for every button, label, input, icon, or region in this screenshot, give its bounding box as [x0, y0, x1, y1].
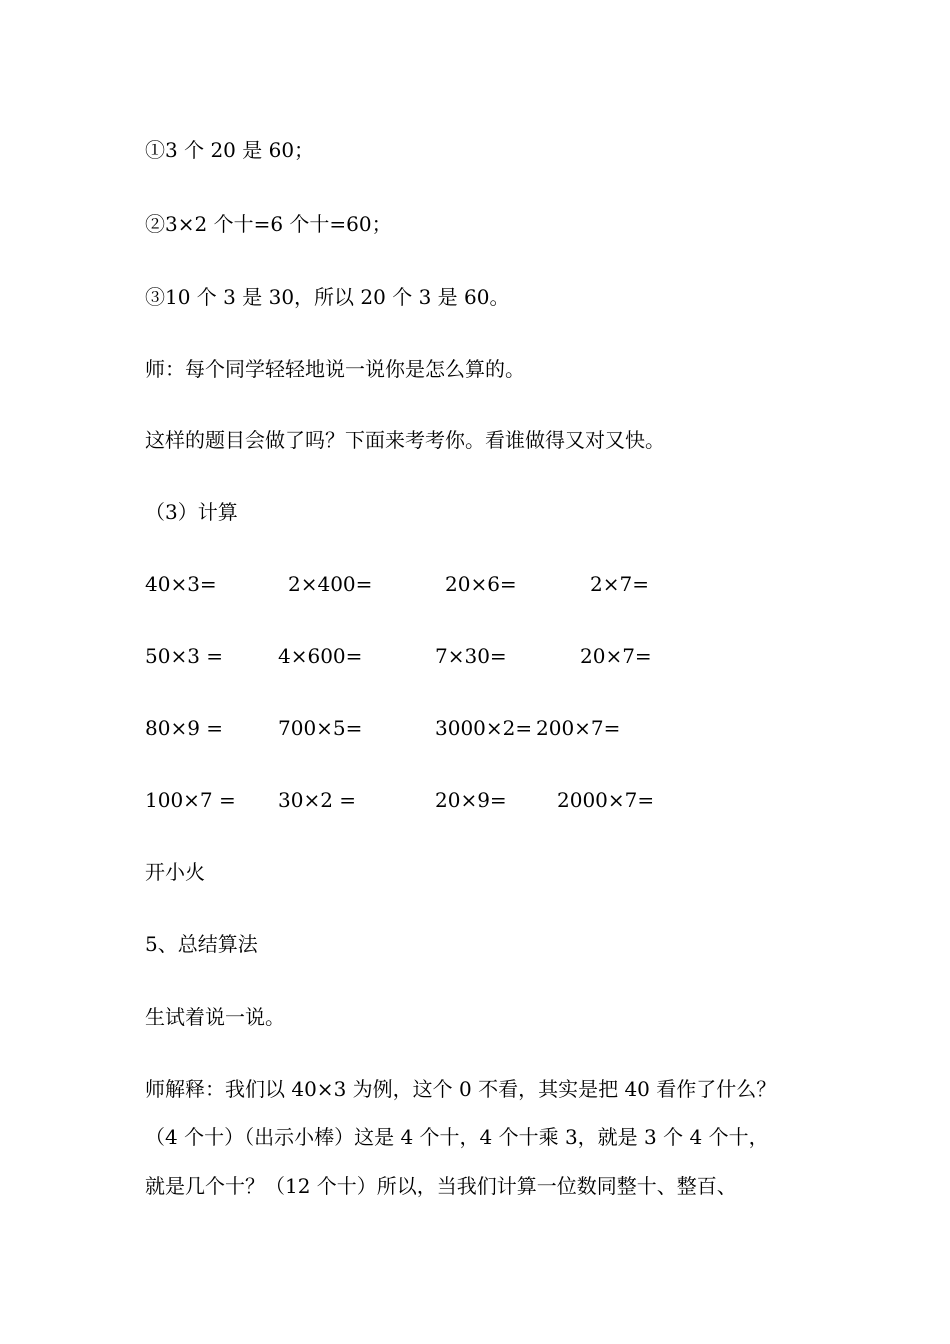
- exercise-item: 40×3=: [145, 572, 217, 596]
- text-line: 开小火: [145, 860, 205, 884]
- exercise-item: 100×7 =: [145, 788, 236, 812]
- exercise-item: 3000×2=: [435, 716, 533, 740]
- exercise-item: 4×600=: [278, 644, 363, 668]
- exercise-item: 700×5=: [278, 716, 363, 740]
- exercise-item: 20×6=: [445, 572, 517, 596]
- paragraph-line: 师解释：我们以 40×3 为例，这个 0 不看，其实是把 40 看作了什么？: [145, 1077, 777, 1101]
- text-line: 这样的题目会做了吗？下面来考考你。看谁做得又对又快。: [145, 428, 665, 452]
- text-line: ①3 个 20 是 60；: [145, 138, 315, 162]
- exercise-item: 20×9=: [435, 788, 507, 812]
- section-heading: 5、总结算法: [145, 932, 258, 956]
- exercise-item: 2×400=: [288, 572, 373, 596]
- exercise-item: 2000×7=: [557, 788, 655, 812]
- exercise-item: 80×9 =: [145, 716, 224, 740]
- exercise-item: 20×7=: [580, 644, 652, 668]
- exercise-item: 200×7=: [536, 716, 621, 740]
- text-line: ③10 个 3 是 30，所以 20 个 3 是 60。: [145, 285, 510, 309]
- section-heading: （3）计算: [145, 500, 238, 524]
- text-line: 师：每个同学轻轻地说一说你是怎么算的。: [145, 357, 525, 381]
- exercise-item: 30×2 =: [278, 788, 357, 812]
- paragraph-line: 就是几个十？（12 个十）所以，当我们计算一位数同整十、整百、: [145, 1174, 737, 1198]
- exercise-item: 7×30=: [435, 644, 507, 668]
- text-line: ②3×2 个十=6 个十=60；: [145, 212, 392, 236]
- exercise-item: 2×7=: [590, 572, 649, 596]
- paragraph-line: （4 个十）（出示小棒）这是 4 个十，4 个十乘 3，就是 3 个 4 个十，: [145, 1125, 769, 1149]
- exercise-item: 50×3 =: [145, 644, 224, 668]
- text-line: 生试着说一说。: [145, 1005, 285, 1029]
